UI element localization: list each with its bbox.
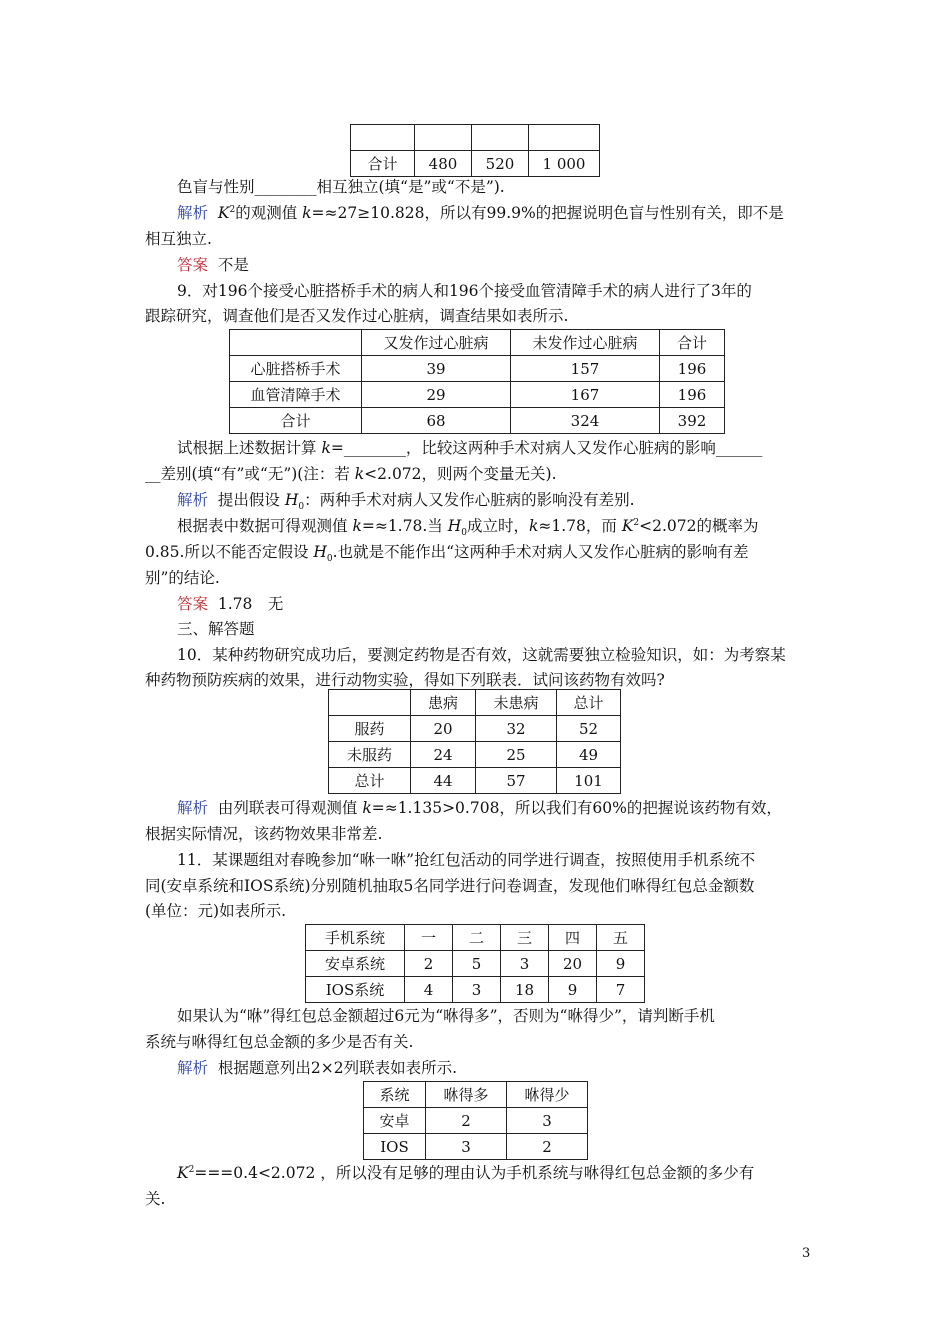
table-row <box>306 951 645 977</box>
jiexi-label: 解析 <box>177 491 209 509</box>
table-cell: 7 <box>597 977 645 1003</box>
table-cell: 四 <box>549 925 597 951</box>
table-row <box>329 716 621 742</box>
q10-solution-line2: 根据实际情况，该药物效果非常差. <box>145 825 383 843</box>
table-cell: IOS <box>364 1134 426 1160</box>
table-cell: 安卓系统 <box>306 951 405 977</box>
table-cell <box>351 125 415 151</box>
sup: 2 <box>229 204 236 215</box>
table-row <box>306 925 645 951</box>
table-cell: 未患病 <box>476 690 557 716</box>
table-cell: 心脏搭桥手术 <box>230 356 362 382</box>
table-row <box>351 125 600 151</box>
table-cell: 总计 <box>557 690 621 716</box>
text: 根据题意列出2×2列联表如表所示. <box>217 1059 458 1077</box>
table-row <box>329 768 621 794</box>
q8-fill: 色盲与性别________相互独立(填“是”或“不是”). <box>177 178 505 196</box>
table-row <box>364 1082 588 1108</box>
q11-line5: 系统与咻得红包总金额的多少是否有关. <box>145 1033 414 1051</box>
var-k: K <box>217 204 230 222</box>
sub: 0 <box>298 502 305 513</box>
table-cell: 32 <box>476 716 557 742</box>
text: =≈1.135>0.708，所以我们有60%的把握说该药物有效， <box>371 799 782 817</box>
text: 提出假设 <box>217 491 285 509</box>
table-cell <box>329 690 411 716</box>
q10-table <box>328 689 621 794</box>
table-cell: 2 <box>405 951 453 977</box>
table-cell: 安卓 <box>364 1108 426 1134</box>
table-cell: 手机系统 <box>306 925 405 951</box>
table-cell: 未发作过心脏病 <box>511 330 660 356</box>
text: =________，比较这两种手术对病人又发作心脏病的影响______ <box>330 439 763 457</box>
table-row <box>230 382 725 408</box>
table-cell: 4 <box>405 977 453 1003</box>
table-cell: 18 <box>501 977 549 1003</box>
var-h: H <box>284 491 299 509</box>
var-h: H <box>313 543 327 561</box>
q11-contingency-table <box>363 1081 588 1160</box>
table-cell: 20 <box>411 716 476 742</box>
q9-line2: 跟踪研究，调查他们是否又发作过心脏病，调查结果如表所示. <box>145 307 569 325</box>
table-cell: 3 <box>426 1134 507 1160</box>
var-k: k <box>528 517 539 535</box>
q11-line1: 11．某课题组对春晚参加“咻一咻”抢红包活动的同学进行调查，按照使用手机系统不 <box>177 851 756 869</box>
answer-text: 1.78 无 <box>217 595 284 613</box>
q11-solution-line1 <box>177 1058 457 1078</box>
table-cell: 68 <box>362 408 511 434</box>
table-row <box>230 408 725 434</box>
table-cell: 39 <box>362 356 511 382</box>
table-row <box>329 742 621 768</box>
var-k: k <box>321 439 331 457</box>
text: ≈1.78，而 <box>538 517 622 535</box>
table-cell: 五 <box>597 925 645 951</box>
q10-solution-line1 <box>177 798 782 818</box>
text: .也就是不能作出“这两种手术对病人又发作心脏病的影响有差 <box>332 543 749 561</box>
table-cell: 324 <box>511 408 660 434</box>
table-cell: 52 <box>557 716 621 742</box>
table-cell: 480 <box>415 151 472 177</box>
table-cell: 101 <box>557 768 621 794</box>
answer-label: 答案 <box>177 256 209 274</box>
table-cell: 系统 <box>364 1082 426 1108</box>
table-cell: 196 <box>660 356 725 382</box>
table-cell: 9 <box>549 977 597 1003</box>
q11-table <box>305 924 645 1003</box>
text: 由列联表可得观测值 <box>217 799 363 817</box>
table-cell: 合计 <box>351 151 415 177</box>
table-cell: 服药 <box>329 716 411 742</box>
q11-line4: 如果认为“咻”得红包总金额超过6元为“咻得多”，否则为“咻得少”，请判断手机 <box>177 1007 715 1025</box>
top-table <box>350 124 600 177</box>
table-row <box>364 1108 588 1134</box>
table-row <box>230 330 725 356</box>
table-cell: 二 <box>453 925 501 951</box>
table-cell: 24 <box>411 742 476 768</box>
table-row <box>230 356 725 382</box>
table-cell: IOS系统 <box>306 977 405 1003</box>
table-cell: 44 <box>411 768 476 794</box>
table-cell: 患病 <box>411 690 476 716</box>
q9-solution-line4: 别”的结论. <box>145 569 220 587</box>
table-row <box>306 977 645 1003</box>
table-cell: 总计 <box>329 768 411 794</box>
q9-solution-line1 <box>177 490 635 513</box>
table-row <box>329 690 621 716</box>
table-cell: 咻得少 <box>507 1082 588 1108</box>
table-cell: 49 <box>557 742 621 768</box>
table-cell: 20 <box>549 951 597 977</box>
page-number: 3 <box>802 1246 811 1261</box>
table-cell: 520 <box>472 151 529 177</box>
text: 0.85.所以不能否定假设 <box>145 543 314 561</box>
table-cell: 167 <box>511 382 660 408</box>
table-cell: 157 <box>511 356 660 382</box>
q9-line3 <box>177 438 762 458</box>
sub: 0 <box>326 554 333 565</box>
table-cell: 57 <box>476 768 557 794</box>
text: 根据表中数据可得观测值 <box>177 517 353 535</box>
q11-solution-line3: 关. <box>145 1190 166 1208</box>
table-cell: 9 <box>597 951 645 977</box>
table-cell: 一 <box>405 925 453 951</box>
table-cell: 三 <box>501 925 549 951</box>
table-cell: 29 <box>362 382 511 408</box>
table-cell: 3 <box>453 977 501 1003</box>
answer-text: 不是 <box>217 256 249 274</box>
table-cell: 25 <box>476 742 557 768</box>
text: ===0.4<2.072 ，所以没有足够的理由认为手机系统与咻得红包总金额的多少有 <box>194 1164 755 1182</box>
table-cell <box>230 330 362 356</box>
var-k: k <box>354 465 365 483</box>
q9-line1: 9．对196个接受心脏搭桥手术的病人和196个接受血管清障手术的病人进行了3年的 <box>177 282 752 300</box>
jiexi-label: 解析 <box>177 204 209 222</box>
table-cell: 未服药 <box>329 742 411 768</box>
table-cell: 血管清障手术 <box>230 382 362 408</box>
text: <2.072的概率为 <box>639 517 759 535</box>
q11-line2: 同(安卓系统和IOS系统)分别随机抽取5名同学进行问卷调查，发现他们咻得红包总金额数 <box>145 877 755 895</box>
var-k: k <box>302 204 312 222</box>
q8-solution-line1 <box>177 203 784 223</box>
table-cell <box>472 125 529 151</box>
table-cell: 2 <box>426 1108 507 1134</box>
var-h: H <box>447 517 462 535</box>
table-cell: 合计 <box>230 408 362 434</box>
text: 成立时， <box>466 517 529 535</box>
q8-answer <box>177 255 249 275</box>
jiexi-label: 解析 <box>177 1059 209 1077</box>
var-k: k <box>352 517 362 535</box>
text: 试根据上述数据计算 <box>177 439 322 457</box>
section-heading: 三、解答题 <box>177 620 255 638</box>
answer-label: 答案 <box>177 595 209 613</box>
q8-solution-line2: 相互独立. <box>145 230 212 248</box>
q11-solution-line2 <box>177 1163 754 1183</box>
sup: 2 <box>633 517 640 528</box>
table-cell: 3 <box>507 1108 588 1134</box>
text: <2.072，则两个变量无关). <box>364 465 557 483</box>
q10-line1: 10．某种药物研究成功后，要测定药物是否有效，这就需要独立检验知识，如：为考察某 <box>177 646 786 664</box>
table-cell: 2 <box>507 1134 588 1160</box>
sub: 0 <box>461 528 467 539</box>
table-cell: 3 <box>501 951 549 977</box>
q10-line2: 种药物预防疾病的效果，进行动物实验，得如下列联表．试问该药物有效吗? <box>145 671 665 689</box>
table-cell: 咻得多 <box>426 1082 507 1108</box>
table-row <box>351 151 600 177</box>
text: =≈1.78.当 <box>361 517 448 535</box>
var-k: K <box>621 517 634 535</box>
q11-line3: (单位：元)如表所示. <box>145 902 287 920</box>
text: __差别(填“有”或“无”)(注：若 <box>145 465 355 483</box>
table-cell <box>415 125 472 151</box>
table-cell: 1 000 <box>529 151 600 177</box>
text: ：两种手术对病人又发作心脏病的影响没有差别. <box>304 491 635 509</box>
q9-solution-line2 <box>177 516 759 539</box>
jiexi-label: 解析 <box>177 799 209 817</box>
text: =≈27≥10.828，所以有99.9%的把握说明色盲与性别有关，即不是 <box>311 204 784 222</box>
table-cell: 5 <box>453 951 501 977</box>
var-k: K <box>177 1164 189 1182</box>
q9-solution-line3 <box>145 542 749 565</box>
table-cell: 196 <box>660 382 725 408</box>
q9-table <box>229 329 725 434</box>
var-k: k <box>362 799 372 817</box>
table-cell: 392 <box>660 408 725 434</box>
sup: 2 <box>188 1164 195 1175</box>
q9-line4 <box>145 464 557 484</box>
table-cell: 又发作过心脏病 <box>362 330 511 356</box>
text: 的观测值 <box>235 204 303 222</box>
table-cell <box>529 125 600 151</box>
table-cell: 合计 <box>660 330 725 356</box>
q9-answer <box>177 594 283 614</box>
table-row <box>364 1134 588 1160</box>
